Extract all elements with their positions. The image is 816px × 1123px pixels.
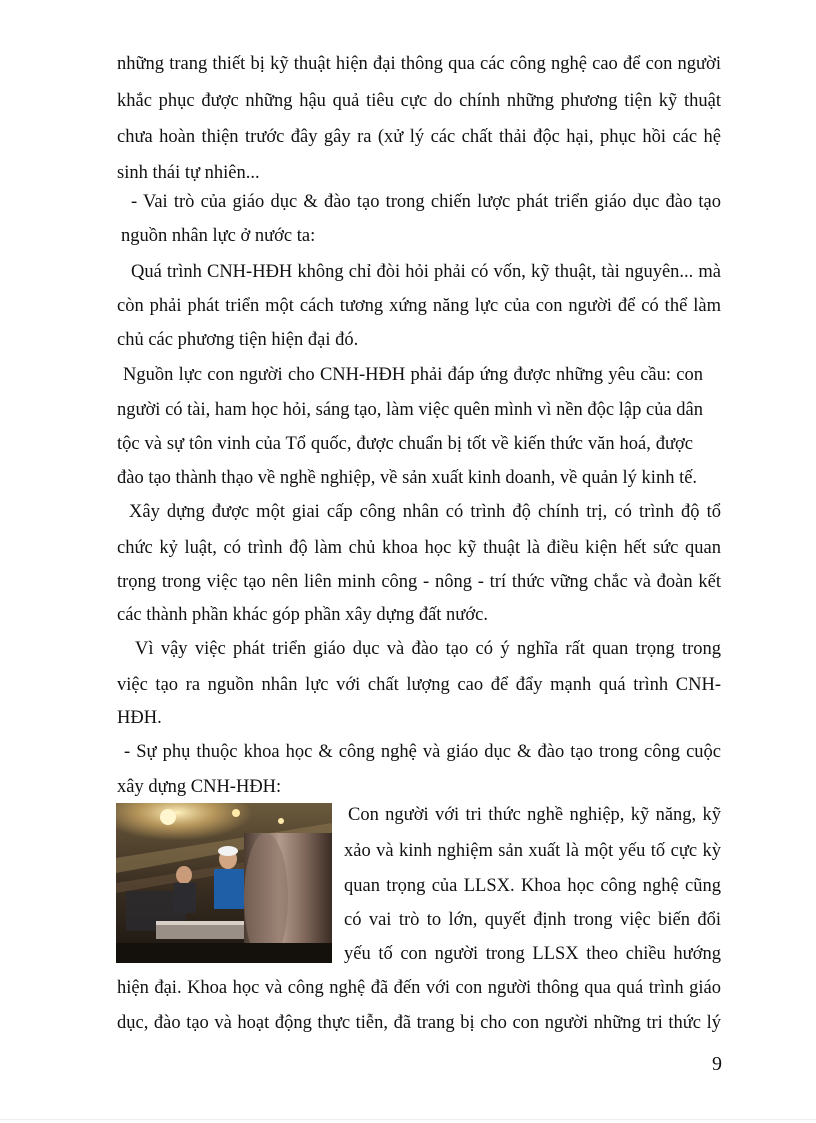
factory-workers-photo: [116, 803, 332, 963]
body-line-27: yếu tố con người trong LLSX theo chiều hướng: [344, 944, 721, 964]
body-line-15: chức kỷ luật, có trình độ làm chủ khoa học kỹ thuật là điều kiện hết sức quan: [117, 538, 721, 558]
body-line-12: tộc và sự tôn vinh của Tổ quốc, được chuẩn bị tốt về kiến thức văn hoá, được: [117, 434, 693, 454]
page-number: 9: [712, 1053, 722, 1075]
body-line-14: Xây dựng được một giai cấp công nhân có trình độ chính trị, có trình độ tổ: [129, 502, 721, 522]
body-line-26: có vai trò to lớn, quyết định trong việc biến đổi: [344, 910, 721, 930]
body-line-17: các thành phần khác góp phần xây dựng đất nước.: [117, 605, 488, 625]
body-line-18: Vì vậy việc phát triển giáo dục và đào tạo có ý nghĩa rất quan trọng trong: [135, 639, 721, 659]
page-bottom-edge: [0, 1119, 816, 1120]
body-line-7: Quá trình CNH-HĐH không chỉ đòi hỏi phải có vốn, kỹ thuật, tài nguyên... mà: [131, 262, 721, 282]
body-line-22: xây dựng CNH-HĐH:: [117, 777, 282, 797]
body-line-3: chưa hoàn thiện trước đây gây ra (xử lý các chất thải độc hại, phục hồi các hệ: [117, 127, 721, 147]
body-line-24: xảo và kinh nghiệm sản xuất là một yếu tố cực kỳ: [344, 841, 721, 861]
body-line-5: - Vai trò của giáo dục & đào tạo trong chiến lược phát triển giáo dục đào tạo: [131, 192, 721, 212]
body-line-25: quan trọng của LLSX. Khoa học công nghệ cũng: [344, 876, 721, 896]
body-line-28: hiện đại. Khoa học và công nghệ đã đến với con người thông qua quá trình giáo: [117, 978, 721, 998]
body-line-16: trọng trong việc tạo nên liên minh công - nông - trí thức vững chắc và đoàn kết: [117, 572, 721, 592]
body-line-6: nguồn nhân lực ở nước ta:: [121, 226, 316, 246]
body-line-10: Nguồn lực con người cho CNH-HĐH phải đáp ứng được những yêu cầu: con: [123, 365, 703, 385]
body-line-20: HĐH.: [117, 708, 162, 728]
body-line-4: sinh thái tự nhiên...: [117, 163, 260, 183]
body-line-29: dục, đào tạo và hoạt động thực tiễn, đã trang bị cho con người những tri thức lý: [117, 1013, 721, 1033]
body-line-23: Con người với tri thức nghề nghiệp, kỹ năng, kỹ: [348, 805, 721, 825]
body-line-11: người có tài, ham học hỏi, sáng tạo, làm việc quên mình vì nền độc lập của dân: [117, 400, 703, 420]
body-line-13: đào tạo thành thạo về nghề nghiệp, về sản xuất kinh doanh, về quản lý kinh tế.: [117, 468, 698, 488]
body-line-19: việc tạo ra nguồn nhân lực với chất lượng cao để đẩy mạnh quá trình CNH-: [117, 675, 721, 695]
body-line-21: - Sự phụ thuộc khoa học & công nghệ và giáo dục & đào tạo trong công cuộc: [124, 742, 721, 762]
body-line-1: những trang thiết bị kỹ thuật hiện đại thông qua các công nghệ cao để con người: [117, 54, 721, 74]
body-line-9: chủ các phương tiện hiện đại đó.: [117, 330, 359, 350]
body-line-8: còn phải phát triển một cách tương xứng năng lực của con người để có thể làm: [117, 296, 721, 316]
body-line-2: khắc phục được những hậu quả tiêu cực do chính những phương tiện kỹ thuật: [117, 91, 721, 111]
